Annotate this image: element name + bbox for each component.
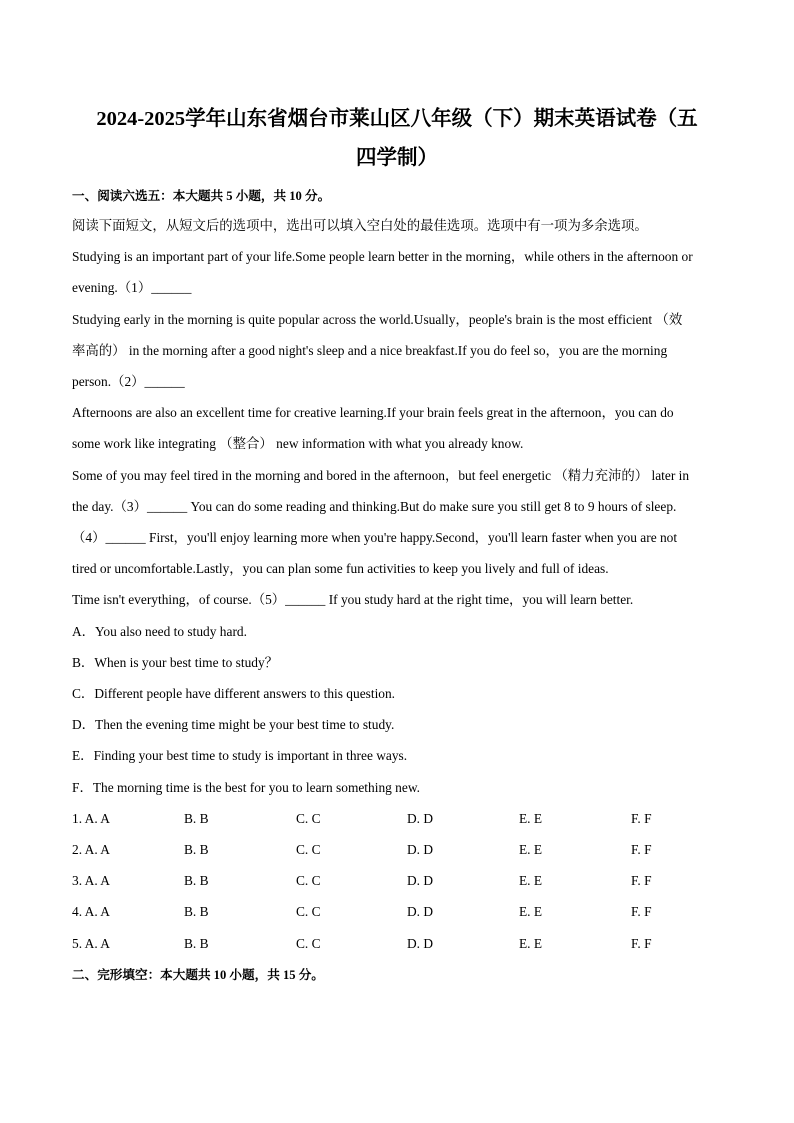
answer-choice[interactable]: 5. A. A bbox=[72, 936, 110, 951]
answer-choice[interactable]: C. C bbox=[296, 811, 321, 826]
answer-choice[interactable]: B. B bbox=[184, 842, 209, 857]
answer-row-4 bbox=[72, 903, 732, 921]
passage-line: 率高的） in the morning after a good night's sleep and a nice breakfast.If you do feel so，you are the morning bbox=[72, 343, 668, 358]
answer-choice[interactable]: F. F bbox=[631, 904, 652, 919]
answer-choice[interactable]: B. B bbox=[184, 904, 209, 919]
answer-choice[interactable]: C. C bbox=[296, 904, 321, 919]
answer-choice[interactable]: E. E bbox=[519, 811, 543, 826]
answer-row-1 bbox=[72, 810, 732, 828]
answer-choice[interactable]: F. F bbox=[631, 936, 652, 951]
passage-line: Studying is an important part of your life.Some people learn better in the morning，while others in the afternoon or bbox=[72, 249, 693, 264]
answer-row-3 bbox=[72, 872, 732, 890]
answer-row-2 bbox=[72, 841, 732, 859]
passage-line: Studying early in the morning is quite popular across the world.Usually，people's brain is the most efficient （效 bbox=[72, 312, 683, 327]
answer-choice[interactable]: B. B bbox=[184, 936, 209, 951]
answer-choice[interactable]: E. E bbox=[519, 936, 543, 951]
answer-choice[interactable]: C. C bbox=[296, 842, 321, 857]
answer-choice[interactable]: 2. A. A bbox=[72, 842, 110, 857]
document-title-line-2: 四学制） bbox=[356, 147, 438, 169]
answer-choice[interactable]: 1. A. A bbox=[72, 811, 110, 826]
answer-choice[interactable]: D. D bbox=[407, 811, 434, 826]
option-c: C．Different people have different answers to this question. bbox=[72, 686, 396, 701]
answer-choice[interactable]: D. D bbox=[407, 873, 434, 888]
option-e: E．Finding your best time to study is important in three ways. bbox=[72, 748, 408, 763]
answer-choice[interactable]: B. B bbox=[184, 873, 209, 888]
passage-line: person.（2）______ bbox=[72, 374, 185, 389]
answer-choice[interactable]: E. E bbox=[519, 904, 543, 919]
answer-choice[interactable]: F. F bbox=[631, 873, 652, 888]
option-b: B．When is your best time to study？ bbox=[72, 655, 279, 670]
passage-line: Some of you may feel tired in the morning and bored in the afternoon，but feel energetic （精力充沛的） later in bbox=[72, 468, 690, 483]
passage-line: the day.（3）______ You can do some reading and thinking.But do make sure you still get 8 to 9 hours of sleep. bbox=[72, 499, 677, 514]
answer-choice[interactable]: D. D bbox=[407, 904, 434, 919]
instruction-text: 阅读下面短文，从短文后的选项中，选出可以填入空白处的最佳选项。选项中有一项为多余选项。 bbox=[72, 218, 648, 233]
passage-line: tired or uncomfortable.Lastly，you can plan some fun activities to keep you lively and full of ideas. bbox=[72, 561, 609, 576]
option-d: D．Then the evening time might be your best time to study. bbox=[72, 717, 395, 732]
answer-choice[interactable]: F. F bbox=[631, 842, 652, 857]
answer-choice[interactable]: F. F bbox=[631, 811, 652, 826]
passage-line: some work like integrating （整合） new information with what you already know. bbox=[72, 436, 524, 451]
answer-choice[interactable]: 3. A. A bbox=[72, 873, 110, 888]
answer-row-5 bbox=[72, 935, 732, 953]
answer-choice[interactable]: 4. A. A bbox=[72, 904, 110, 919]
option-f: F．The morning time is the best for you to learn something new. bbox=[72, 780, 420, 795]
passage-line: Afternoons are also an excellent time for creative learning.If your brain feels great in the afternoon，you can do bbox=[72, 405, 674, 420]
answer-choice[interactable]: C. C bbox=[296, 936, 321, 951]
document-title-line-1: 2024-2025学年山东省烟台市莱山区八年级（下）期末英语试卷（五 bbox=[96, 108, 698, 130]
answer-choice[interactable]: E. E bbox=[519, 873, 543, 888]
passage-line: evening.（1）______ bbox=[72, 280, 192, 295]
answer-choice[interactable]: E. E bbox=[519, 842, 543, 857]
answer-choice[interactable]: B. B bbox=[184, 811, 209, 826]
option-a: A．You also need to study hard. bbox=[72, 624, 247, 639]
answer-choice[interactable]: C. C bbox=[296, 873, 321, 888]
answer-choice[interactable]: D. D bbox=[407, 936, 434, 951]
passage-line: Time isn't everything，of course.（5）______ If you study hard at the right time，you will learn better. bbox=[72, 592, 634, 607]
answer-choice[interactable]: D. D bbox=[407, 842, 434, 857]
passage-line: （4）______ First，you'll enjoy learning more when you're happy.Second，you'll learn faster when you are not bbox=[72, 530, 678, 545]
section-1-heading: 一、阅读六选五：本大题共 5 小题，共 10 分。 bbox=[72, 189, 331, 203]
section-2-heading: 二、完形填空：本大题共 10 小题，共 15 分。 bbox=[72, 968, 324, 982]
